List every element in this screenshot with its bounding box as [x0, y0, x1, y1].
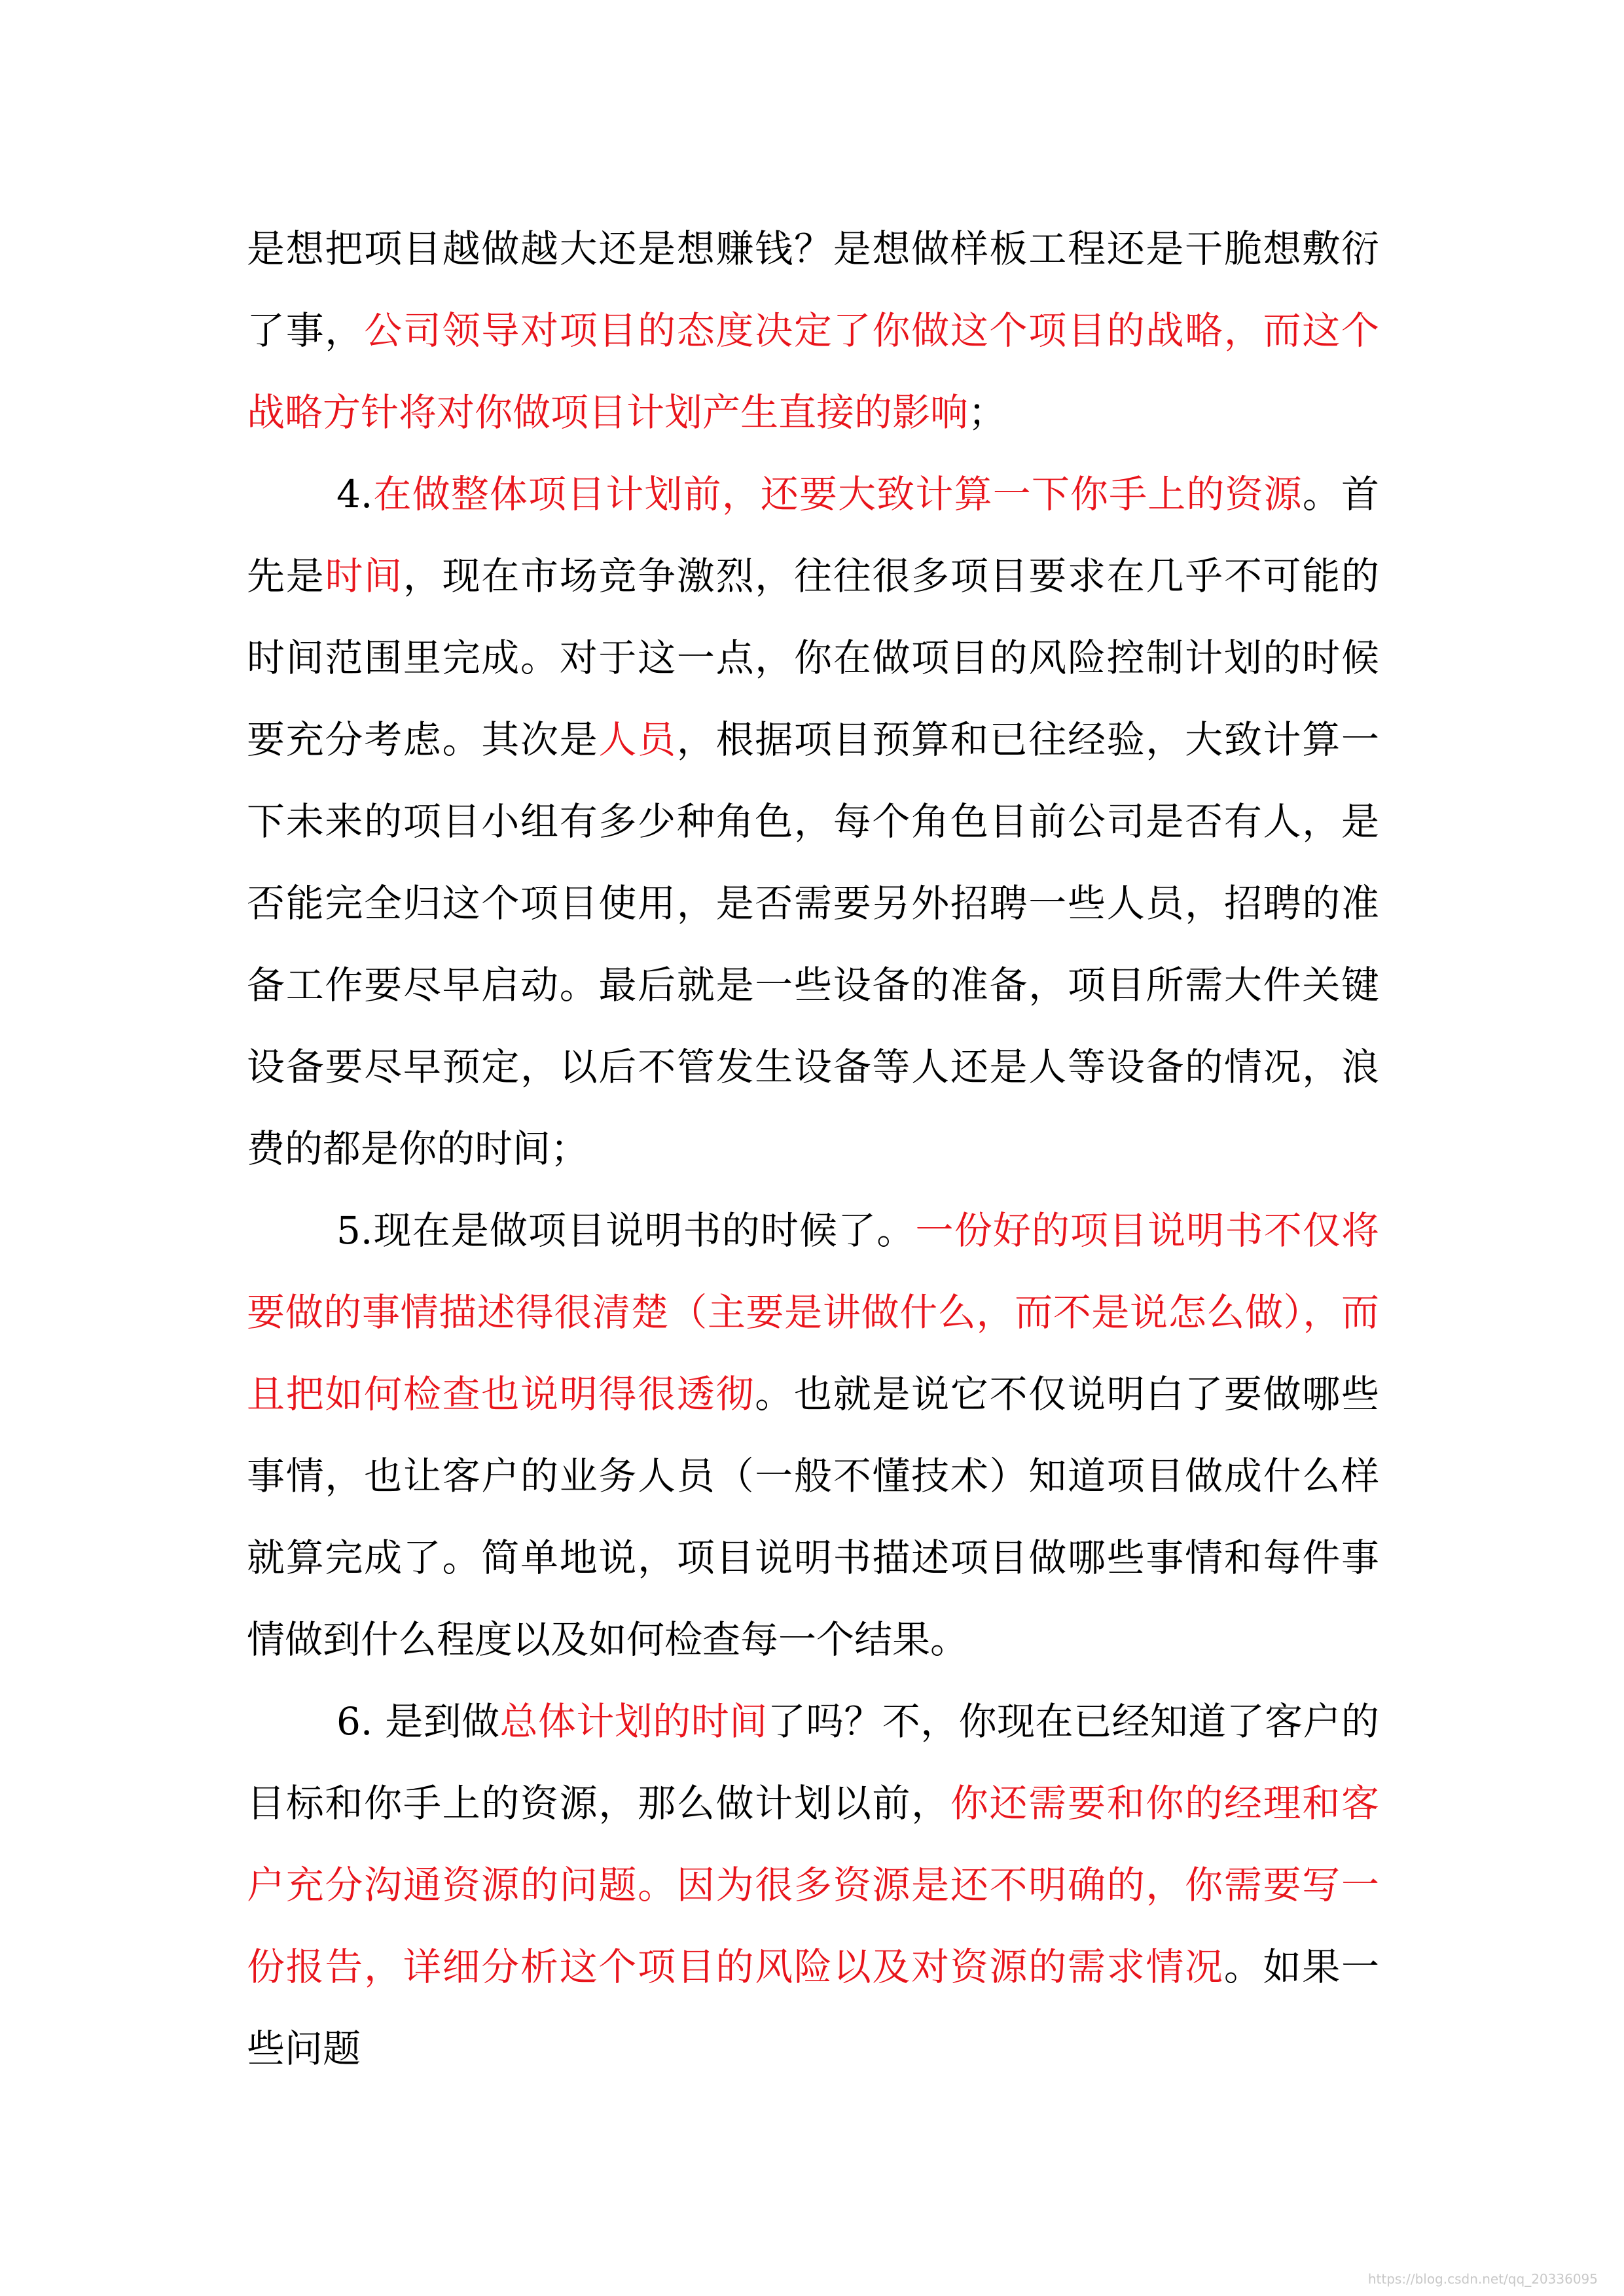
paragraph-4-run-5: 。如果一些问题 — [247, 1945, 1379, 2071]
paragraph-2-run-7: ，根据项目预算和已往经验，大致计算一下未来的项目小组有多少种角色，每个角色目前公司是否有人，是否能完全归这个项目使用，是否需要另外招聘一些人员，招聘的准备工作要尽早启动。最后就是一些设备的准备，项目所需大件关键设备要尽早预定，以后不管发生设备等人还是人等设备的情况，浪费的都是你的时间； — [247, 717, 1379, 1171]
paragraph-2-run-2: 在做整体项目计划前，还要大致计算一下你手上的资源 — [372, 472, 1303, 516]
paragraph-2 — [247, 454, 1379, 1190]
paragraph-1-run-3: ； — [968, 390, 1007, 435]
paragraph-4 — [247, 1681, 1379, 2090]
watermark-url: https://blog.csdn.net/qq_20336095 — [1367, 2271, 1598, 2287]
paragraph-2-run-6: 人员 — [598, 717, 677, 762]
paragraph-4-run-3: 了吗？不，你现在已经知道了客户的目标和你手上的资源，那么做计划以前， — [247, 1699, 1379, 1825]
document-body — [247, 208, 1379, 2090]
paragraph-1-run-1: 是想把项目越做越大还是想赚钱？是想做样板工程还是干脆想敷衍了事， — [247, 226, 1379, 353]
paragraph-3 — [247, 1190, 1379, 1681]
paragraph-2-run-3: 。首先是 — [247, 472, 1379, 598]
paragraph-3-run-2: 一份好的项目说明书不仅将要做的事情描述得很清楚（主要是讲做什么，而不是说怎么做），而且把如何检查也说明得很透彻 — [247, 1208, 1379, 1416]
paragraph-1-run-2: 公司领导对项目的态度决定了你做这个项目的战略，而这个战略方针将对你做项目计划产生直接的影响 — [247, 308, 1379, 435]
paragraph-4-run-4: 你还需要和你的经理和客户充分沟通资源的问题。因为很多资源是还不明确的，你需要写一份报告，详细分析这个项目的风险以及对资源的需求情况 — [247, 1781, 1379, 1989]
paragraph-3-run-3: 。也就是说它不仅说明白了要做哪些事情，也让客户的业务人员（一般不懂技术）知道项目做成什么样就算完成了。简单地说，项目说明书描述项目做哪些事情和每件事情做到什么程度以及如何检查每一个结果。 — [247, 1372, 1379, 1662]
paragraph-2-run-1: 4. — [336, 472, 373, 516]
paragraph-2-run-5: ，现在市场竞争激烈，往往很多项目要求在几乎不可能的时间范围里完成。对于这一点，你在做项目的风险控制计划的时候要充分考虑。其次是 — [247, 554, 1379, 762]
paragraph-3-run-1: 5.现在是做项目说明书的时候了。 — [336, 1208, 916, 1253]
paragraph-2-run-4: 时间 — [325, 554, 403, 598]
paragraph-4-run-2: 总体计划的时间 — [499, 1699, 768, 1744]
paragraph-4-run-1: 6. 是到做 — [336, 1699, 500, 1744]
paragraph-1 — [247, 208, 1379, 454]
